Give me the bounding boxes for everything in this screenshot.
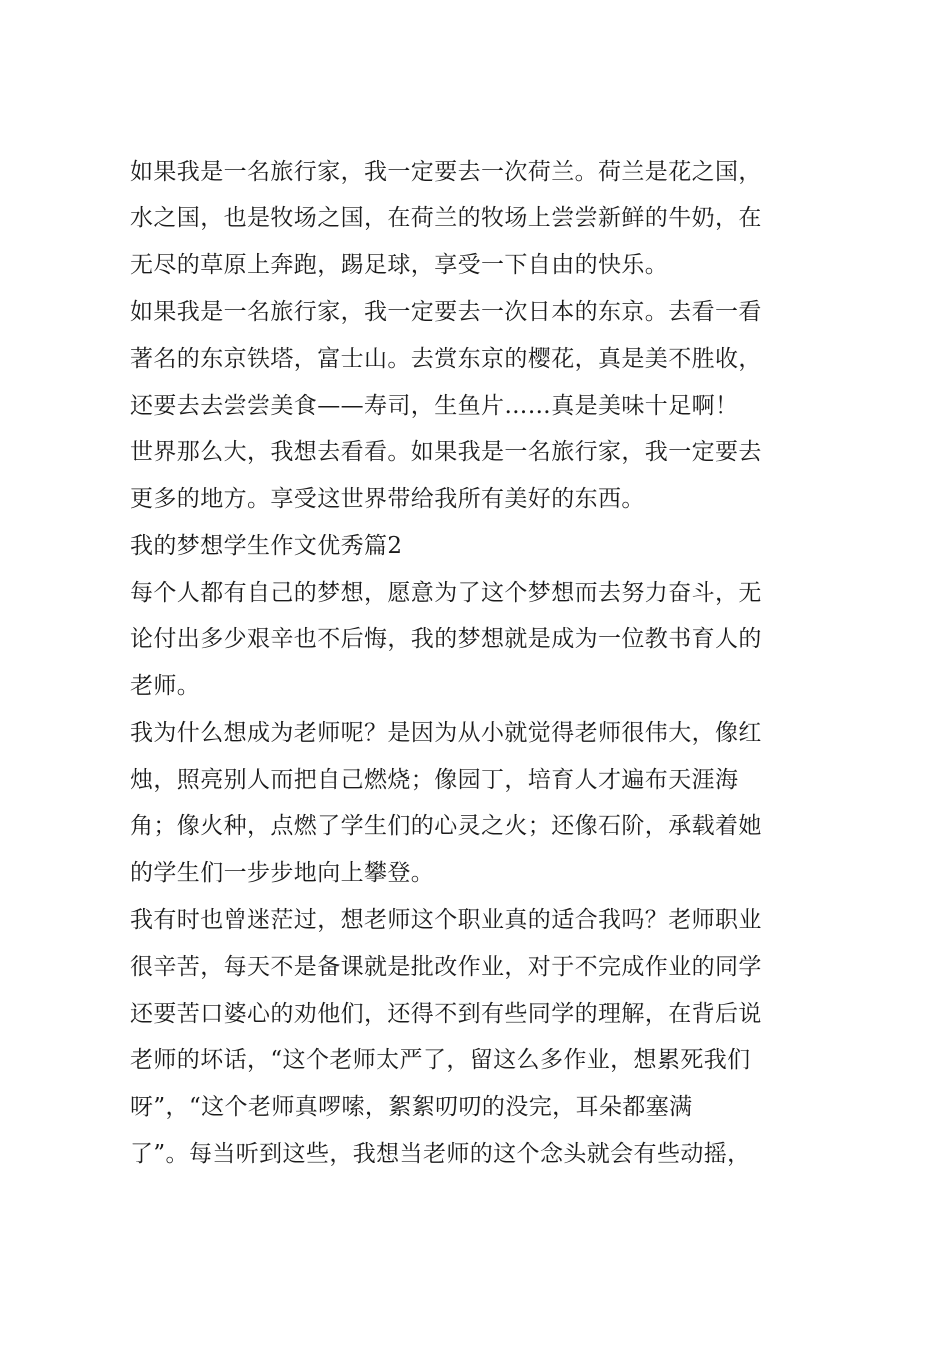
text-line: 水之国，也是牧场之国，在荷兰的牧场上尝尝新鲜的牛奶，在 (130, 205, 762, 231)
text-line: 的学生们一步步地向上攀登。 (130, 860, 435, 886)
text-line: 呀”，“这个老师真啰嗦，絮絮叨叨的没完，耳朵都塞满 (130, 1094, 693, 1120)
text-line: 老师。 (130, 673, 201, 699)
text-line: 烛，照亮别人而把自己燃烧；像园丁，培育人才遍布天涯海 (130, 767, 739, 793)
text-line: 无尽的草原上奔跑，踢足球，享受一下自由的快乐。 (130, 252, 669, 278)
text-line: 论付出多少艰辛也不后悔，我的梦想就是成为一位教书育人的 (130, 626, 762, 652)
text-line: 很辛苦，每天不是备课就是批改作业，对于不完成作业的同学 (130, 954, 762, 980)
text-line: 世界那么大，我想去看看。如果我是一名旅行家，我一定要去 (130, 439, 762, 465)
text-line: 角；像火种，点燃了学生们的心灵之火；还像石阶，承载着她 (130, 813, 762, 839)
text-line: 我有时也曾迷茫过，想老师这个职业真的适合我吗？老师职业 (130, 907, 762, 933)
text-line: 著名的东京铁塔，富士山。去赏东京的樱花，真是美不胜收， (130, 346, 762, 372)
text-line: 老师的坏话，“这个老师太严了，留这么多作业，想累死我们 (130, 1047, 751, 1073)
section-heading: 我的梦想学生作文优秀篇2 (130, 533, 403, 559)
text-line: 还要苦口婆心的劝他们，还得不到有些同学的理解，在背后说 (130, 1001, 762, 1027)
text-line: 每个人都有自己的梦想，愿意为了这个梦想而去努力奋斗，无 (130, 580, 762, 606)
text-line: 了”。每当听到这些，我想当老师的这个念头就会有些动摇， (130, 1141, 751, 1167)
text-line: 我为什么想成为老师呢？是因为从小就觉得老师很伟大，像红 (130, 720, 762, 746)
text-line: 如果我是一名旅行家，我一定要去一次日本的东京。去看一看 (130, 299, 762, 325)
text-line: 还要去去尝尝美食——寿司，生鱼片……真是美味十足啊！ (130, 393, 739, 419)
text-line: 如果我是一名旅行家，我一定要去一次荷兰。荷兰是花之国， (130, 159, 762, 185)
text-line: 更多的地方。享受这世界带给我所有美好的东西。 (130, 486, 645, 512)
